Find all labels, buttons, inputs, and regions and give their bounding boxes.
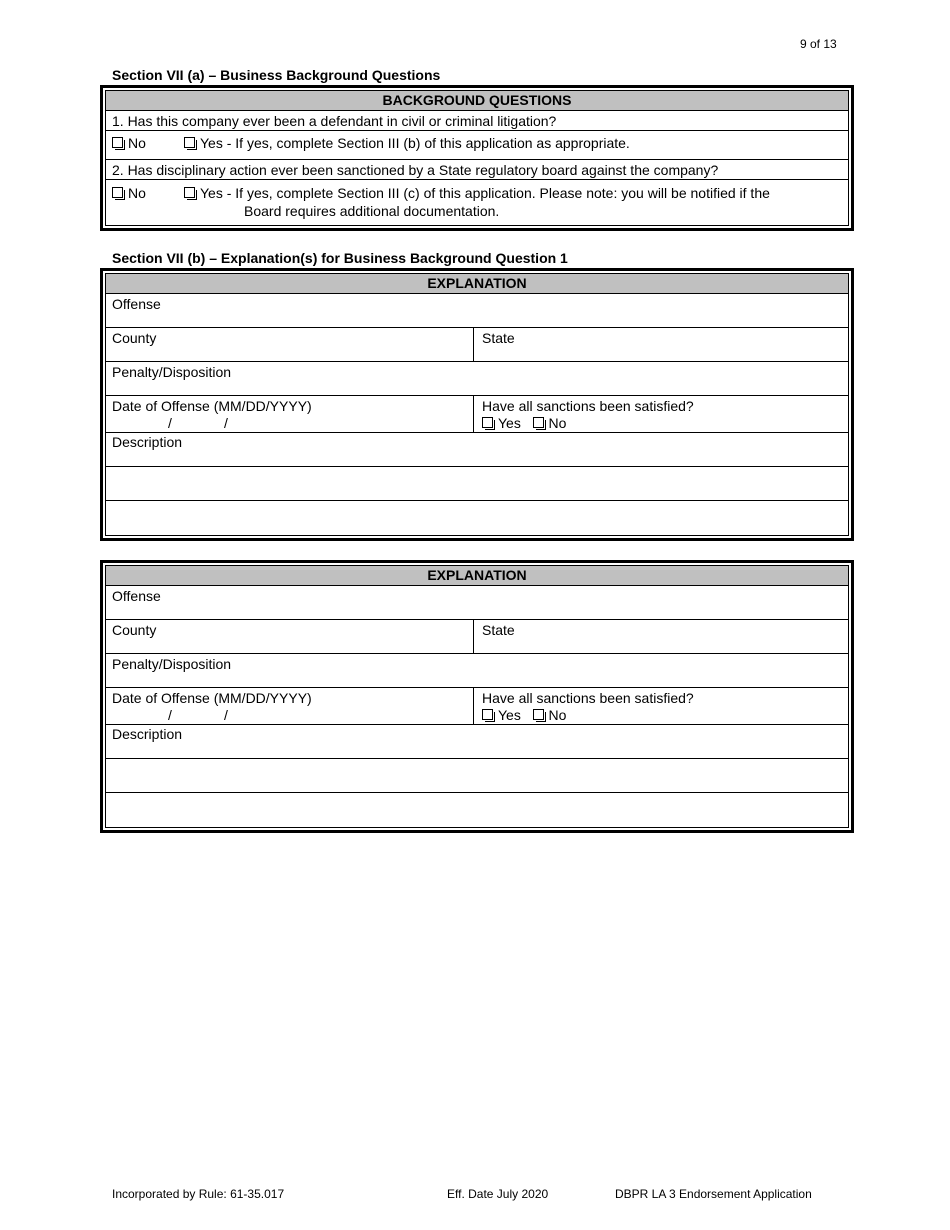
question-1-options	[106, 131, 848, 160]
checkbox-icon[interactable]	[482, 417, 493, 428]
q2-no-option[interactable]: No	[112, 184, 184, 223]
section-b-title: Section VII (b) – Explanation(s) for Business Background Question 1	[112, 250, 568, 266]
date-sanctions-row	[106, 688, 848, 725]
sanctions-satisfied-field: Have all sanctions been satisfied? Yes No	[482, 690, 694, 723]
county-field[interactable]: County	[106, 328, 474, 361]
description-field[interactable]: Description	[106, 725, 848, 759]
page-number: 9 of 13	[800, 37, 837, 51]
checkbox-icon[interactable]	[112, 137, 123, 148]
description-field[interactable]: Description	[106, 433, 848, 467]
explanation-header: EXPLANATION	[106, 566, 848, 586]
date-sanctions-row	[106, 396, 848, 433]
sanctions-no-option[interactable]: No	[533, 707, 567, 723]
penalty-field[interactable]: Penalty/Disposition	[106, 362, 848, 396]
checkbox-icon[interactable]	[184, 137, 195, 148]
explanation-header: EXPLANATION	[106, 274, 848, 294]
section-a-title: Section VII (a) – Business Background Questions	[112, 67, 441, 83]
footer-rule: Incorporated by Rule: 61-35.017	[112, 1187, 285, 1201]
date-of-offense-field[interactable]: Date of Offense (MM/DD/YYYY) / /	[106, 688, 474, 724]
sanctions-no-option[interactable]: No	[533, 415, 567, 431]
state-field[interactable]: State	[482, 622, 515, 638]
date-of-offense-field[interactable]: Date of Offense (MM/DD/YYYY) / /	[106, 396, 474, 432]
county-field[interactable]: County	[106, 620, 474, 653]
background-questions-table	[100, 85, 854, 231]
offense-field[interactable]: Offense	[106, 586, 848, 620]
offense-field[interactable]: Offense	[106, 294, 848, 328]
county-state-row	[106, 328, 848, 362]
sanctions-yes-option[interactable]: Yes	[482, 707, 521, 723]
sanctions-yes-option[interactable]: Yes	[482, 415, 521, 431]
sanctions-satisfied-field: Have all sanctions been satisfied? Yes No	[482, 398, 694, 431]
description-line-3[interactable]	[106, 501, 848, 535]
explanation-table-1	[100, 268, 854, 541]
checkbox-icon[interactable]	[533, 417, 544, 428]
q2-yes-option[interactable]: Yes - If yes, complete Section III (c) of this application. Please note: you will be notified if the Board requires additional documentation.	[184, 184, 842, 223]
footer-form-name: DBPR LA 3 Endorsement Application	[615, 1187, 812, 1201]
description-line-2[interactable]	[106, 759, 848, 793]
description-line-3[interactable]	[106, 793, 848, 827]
county-state-row	[106, 620, 848, 654]
background-questions-header: BACKGROUND QUESTIONS	[106, 91, 848, 111]
explanation-table-2	[100, 560, 854, 833]
q1-yes-option[interactable]: Yes - If yes, complete Section III (b) of this application as appropriate.	[184, 135, 842, 157]
question-2: 2. Has disciplinary action ever been sanctioned by a State regulatory board against the company?	[106, 160, 848, 180]
description-line-2[interactable]	[106, 467, 848, 501]
question-2-options	[106, 180, 848, 225]
q1-no-option[interactable]: No	[112, 135, 184, 157]
penalty-field[interactable]: Penalty/Disposition	[106, 654, 848, 688]
q2-yes-continuation: Board requires additional documentation.	[244, 203, 500, 219]
checkbox-icon[interactable]	[482, 709, 493, 720]
checkbox-icon[interactable]	[184, 187, 195, 198]
checkbox-icon[interactable]	[112, 187, 123, 198]
checkbox-icon[interactable]	[533, 709, 544, 720]
footer-eff-date: Eff. Date July 2020	[447, 1187, 549, 1201]
state-field[interactable]: State	[482, 330, 515, 346]
question-1: 1. Has this company ever been a defendant in civil or criminal litigation?	[106, 111, 848, 131]
